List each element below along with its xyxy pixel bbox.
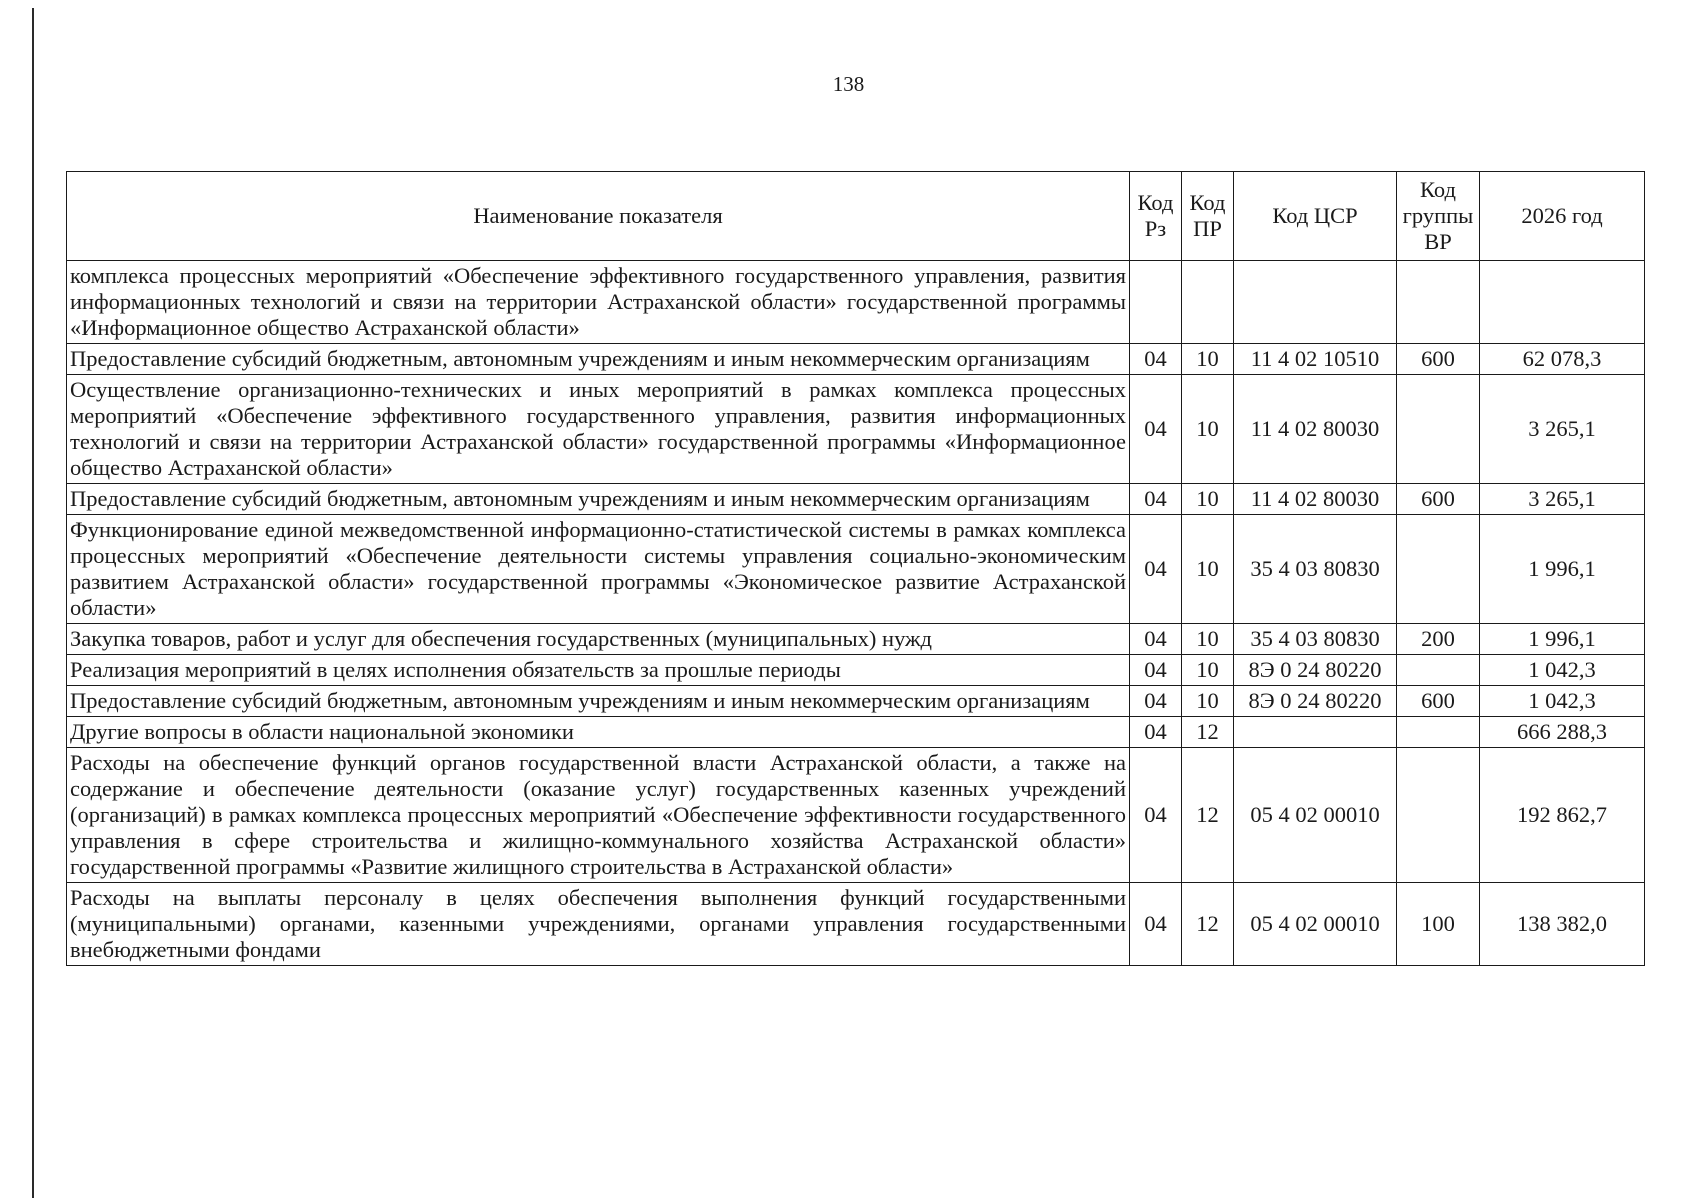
row-csr: 8Э 0 24 80220 xyxy=(1234,686,1397,717)
table-row xyxy=(67,515,1645,624)
row-rz xyxy=(1130,261,1182,344)
row-csr: 05 4 02 00010 xyxy=(1234,748,1397,883)
row-pr: 10 xyxy=(1182,375,1234,484)
row-name: Другие вопросы в области национальной экономики xyxy=(67,717,1130,748)
row-name: Закупка товаров, работ и услуг для обеспечения государственных (муниципальных) нужд xyxy=(67,624,1130,655)
row-vr xyxy=(1397,375,1480,484)
header-name: Наименование показателя xyxy=(67,172,1130,261)
row-csr: 05 4 02 00010 xyxy=(1234,883,1397,966)
row-rz: 04 xyxy=(1130,515,1182,624)
row-vr xyxy=(1397,655,1480,686)
row-csr: 11 4 02 80030 xyxy=(1234,375,1397,484)
row-pr: 12 xyxy=(1182,883,1234,966)
table-row xyxy=(67,655,1645,686)
row-csr: 35 4 03 80830 xyxy=(1234,624,1397,655)
header-pr: Код ПР xyxy=(1182,172,1234,261)
row-amount: 1 042,3 xyxy=(1480,686,1645,717)
row-name: комплекса процессных мероприятий «Обеспечение эффективного государственного управления, развития информационных технологий и связи на территории Астраханской области» государственной программы «Информационное общество Астраханской области» xyxy=(67,261,1130,344)
row-rz: 04 xyxy=(1130,484,1182,515)
row-csr: 11 4 02 10510 xyxy=(1234,344,1397,375)
row-amount xyxy=(1480,261,1645,344)
row-amount: 192 862,7 xyxy=(1480,748,1645,883)
row-amount: 666 288,3 xyxy=(1480,717,1645,748)
row-vr: 200 xyxy=(1397,624,1480,655)
row-amount: 62 078,3 xyxy=(1480,344,1645,375)
row-name: Предоставление субсидий бюджетным, автономным учреждениям и иным некоммерческим организациям xyxy=(67,686,1130,717)
row-vr xyxy=(1397,515,1480,624)
budget-table xyxy=(66,171,1645,966)
page-number: 138 xyxy=(832,72,865,96)
header-year: 2026 год xyxy=(1480,172,1645,261)
row-rz: 04 xyxy=(1130,344,1182,375)
row-vr xyxy=(1397,261,1480,344)
table-row xyxy=(67,261,1645,344)
row-pr xyxy=(1182,261,1234,344)
row-name: Расходы на обеспечение функций органов государственной власти Астраханской области, а также на содержание и обеспечение деятельности (оказание услуг) государственных казенных учреждений (организаций) в рамках комплекса процессных мероприятий «Обеспечение эффективности государственного управления в сфере строительства и жилищно-коммунального хозяйства Астраханской области» государственной программы «Развитие жилищного строительства в Астраханской области» xyxy=(67,748,1130,883)
row-vr: 600 xyxy=(1397,686,1480,717)
row-rz: 04 xyxy=(1130,748,1182,883)
row-pr: 10 xyxy=(1182,515,1234,624)
row-rz: 04 xyxy=(1130,883,1182,966)
row-vr: 600 xyxy=(1397,344,1480,375)
row-amount: 1 996,1 xyxy=(1480,515,1645,624)
row-vr xyxy=(1397,717,1480,748)
row-rz: 04 xyxy=(1130,624,1182,655)
row-pr: 10 xyxy=(1182,655,1234,686)
row-amount: 1 042,3 xyxy=(1480,655,1645,686)
row-pr: 10 xyxy=(1182,484,1234,515)
table-row xyxy=(67,717,1645,748)
row-vr xyxy=(1397,748,1480,883)
table-header-row xyxy=(67,172,1645,261)
table-row xyxy=(67,624,1645,655)
row-csr: 35 4 03 80830 xyxy=(1234,515,1397,624)
row-name: Предоставление субсидий бюджетным, автономным учреждениям и иным некоммерческим организациям xyxy=(67,484,1130,515)
row-name: Реализация мероприятий в целях исполнения обязательств за прошлые периоды xyxy=(67,655,1130,686)
row-amount: 3 265,1 xyxy=(1480,484,1645,515)
row-name: Осуществление организационно-технических и иных мероприятий в рамках комплекса процессных мероприятий «Обеспечение эффективного государственного управления, развития информационных технологий и связи на территории Астраханской области» государственной программы «Информационное общество Астраханской области» xyxy=(67,375,1130,484)
row-rz: 04 xyxy=(1130,375,1182,484)
row-amount: 3 265,1 xyxy=(1480,375,1645,484)
row-pr: 10 xyxy=(1182,344,1234,375)
table-row xyxy=(67,375,1645,484)
row-name: Расходы на выплаты персоналу в целях обеспечения выполнения функций государственными (муниципальными) органами, казенными учреждениями, органами управления государственными внебюджетными фондами xyxy=(67,883,1130,966)
row-name: Функционирование единой межведомственной информационно-статистической системы в рамках комплекса процессных мероприятий «Обеспечение деятельности системы управления социально-экономическим развитием Астраханской области» государственной программы «Экономическое развитие Астраханской области» xyxy=(67,515,1130,624)
row-pr: 10 xyxy=(1182,686,1234,717)
row-amount: 138 382,0 xyxy=(1480,883,1645,966)
row-rz: 04 xyxy=(1130,717,1182,748)
row-pr: 10 xyxy=(1182,624,1234,655)
table-row xyxy=(67,883,1645,966)
row-rz: 04 xyxy=(1130,686,1182,717)
row-pr: 12 xyxy=(1182,717,1234,748)
row-vr: 600 xyxy=(1397,484,1480,515)
header-vr: Код группы ВР xyxy=(1397,172,1480,261)
table-row xyxy=(67,686,1645,717)
table-row xyxy=(67,748,1645,883)
row-csr xyxy=(1234,261,1397,344)
row-csr xyxy=(1234,717,1397,748)
row-rz: 04 xyxy=(1130,655,1182,686)
table-row xyxy=(67,484,1645,515)
table-row xyxy=(67,344,1645,375)
row-pr: 12 xyxy=(1182,748,1234,883)
row-csr: 8Э 0 24 80220 xyxy=(1234,655,1397,686)
header-csr: Код ЦСР xyxy=(1234,172,1397,261)
header-rz: Код Рз xyxy=(1130,172,1182,261)
row-name: Предоставление субсидий бюджетным, автономным учреждениям и иным некоммерческим организациям xyxy=(67,344,1130,375)
row-vr: 100 xyxy=(1397,883,1480,966)
row-amount: 1 996,1 xyxy=(1480,624,1645,655)
page-binding-line xyxy=(32,8,34,1198)
row-csr: 11 4 02 80030 xyxy=(1234,484,1397,515)
